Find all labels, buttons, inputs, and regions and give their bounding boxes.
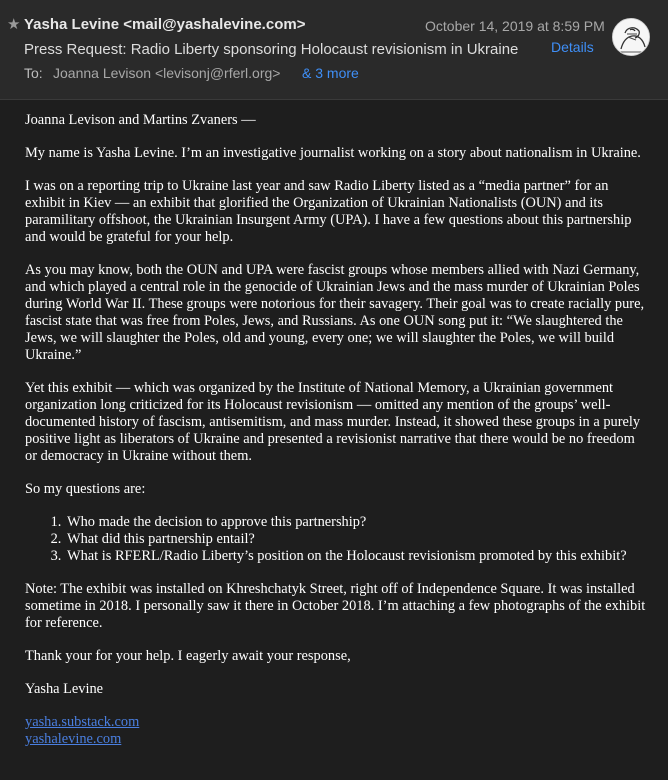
sent-date: October 14, 2019 at 8:59 PM [425, 18, 605, 34]
closing: Thank your for your help. I eagerly await your response, [25, 648, 351, 664]
signature: Yasha Levine [25, 681, 104, 697]
subject: Press Request: Radio Liberty sponsoring Holocaust revisionism in Ukraine [24, 41, 519, 58]
signature-links [25, 714, 650, 748]
sender[interactable]: Yasha Levine <mail@yashalevine.com> [24, 16, 306, 33]
to-label: To: [24, 65, 43, 81]
details-link[interactable]: Details [551, 39, 594, 55]
paragraph-intro: My name is Yasha Levine. I’m an investigative journalist working on a story about nationalism in Ukraine. [25, 145, 641, 161]
list-item: 3. What is RFERL/Radio Liberty’s position on the Holocaust revisionism promoted by this exhibit? [65, 548, 650, 565]
avatar-sketch-icon [613, 19, 650, 56]
question-list [65, 514, 650, 565]
more-recipients-link[interactable]: & 3 more [302, 65, 359, 81]
star-icon[interactable]: ★ [7, 16, 21, 33]
email-header [0, 0, 668, 100]
paragraph-history: As you may know, both the OUN and UPA were fascist groups whose members allied with Nazi Germany, and which played a central role in the genocide of Ukrainian Jews and the mass murder of Ukrainian Poles during World War II. These groups were notorious for their savagery. Their goal was to create racially pure, fascist state that was free from Poles, Jews, and Russians. As one OUN song put it: “We slaughtered the Jews, we will slaughter the Poles, old and young, every one; we will slaughter the Poles, we will build Ukraine.” [25, 262, 645, 363]
paragraph-note: Note: The exhibit was installed on Khreshchatyk Street, right off of Independence Square. It was installed sometime in 2018. I personally saw it there in October 2018. I’m attaching a few photographs of the exhibit for reference. [25, 581, 646, 631]
paragraph-exhibit: Yet this exhibit — which was organized by the Institute of National Memory, a Ukrainian government organization long criticized for its Holocaust revisionism — omitted any mention of the groups’ well-documented history of fascism, antisemitism, and mass murder. Instead, it showed these groups in a purely positive light as liberators of Ukraine and presented a revisionist narrative that there would be no freedom or democracy in Ukraine without them. [25, 380, 641, 464]
paragraph-trip: I was on a reporting trip to Ukraine last year and saw Radio Liberty listed as a “media partner” for an exhibit in Kiev — an exhibit that glorified the Organization of Ukrainian Nationalists (OUN) and its paramilitary offshoot, the Ukrainian Insurgent Army (UPA). I have a few questions about this partnership and would be grateful for your help. [25, 178, 632, 245]
greeting: Joanna Levison and Martins Zvaners — [25, 112, 256, 128]
recipient[interactable]: Joanna Levison <levisonj@rferl.org> [53, 65, 281, 81]
substack-link[interactable]: yasha.substack.com [25, 714, 140, 730]
list-item: 1. Who made the decision to approve this partnership? [65, 514, 650, 531]
message-body [25, 112, 650, 748]
avatar[interactable] [612, 18, 650, 56]
paragraph-questions-intro: So my questions are: [25, 481, 146, 497]
list-item: 2. What did this partnership entail? [65, 531, 650, 548]
website-link[interactable]: yashalevine.com [25, 731, 122, 747]
